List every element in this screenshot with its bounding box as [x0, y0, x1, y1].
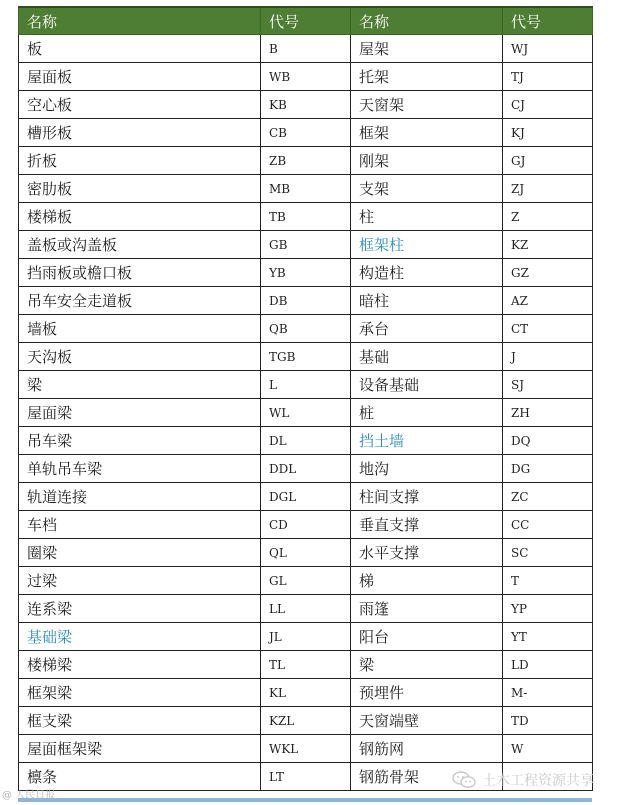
cell-name-b: 基础 [351, 343, 503, 371]
watermark-right-text: 土木工程资源共享 [482, 773, 594, 789]
cell-name-b: 钢筋骨架 [351, 763, 503, 791]
cell-name-b: 水平支撑 [351, 539, 503, 567]
table-row [19, 567, 593, 595]
cell-name-a: 楼梯梁 [19, 651, 261, 679]
cell-name-a: 基础梁 [19, 623, 261, 651]
cell-name-b: 托架 [351, 63, 503, 91]
cell-code-b: Z [503, 203, 593, 231]
table-row [19, 679, 593, 707]
cell-name-b: 雨篷 [351, 595, 503, 623]
cell-name-a: 过梁 [19, 567, 261, 595]
cell-name-b: 天窗端壁 [351, 707, 503, 735]
cell-code-a: TB [261, 203, 351, 231]
cell-name-a: 板 [19, 35, 261, 63]
cell-code-b: DG [503, 455, 593, 483]
table-row [19, 427, 593, 455]
cell-name-b: 钢筋网 [351, 735, 503, 763]
cell-code-a: MB [261, 175, 351, 203]
cell-name-a: 屋面梁 [19, 399, 261, 427]
cell-code-b: M- [503, 679, 593, 707]
table-row [19, 231, 593, 259]
cell-name-b: 地沟 [351, 455, 503, 483]
cell-name-a: 槽形板 [19, 119, 261, 147]
cell-code-b: LD [503, 651, 593, 679]
table-row [19, 623, 593, 651]
table-row [19, 651, 593, 679]
table-row [19, 175, 593, 203]
cell-name-b: 垂直支撑 [351, 511, 503, 539]
wechat-icon [452, 771, 476, 789]
cell-code-b: CC [503, 511, 593, 539]
cell-code-b: AZ [503, 287, 593, 315]
cell-name-b: 柱 [351, 203, 503, 231]
cell-name-a: 屋面板 [19, 63, 261, 91]
cell-code-b: KZ [503, 231, 593, 259]
cell-name-b: 预埋件 [351, 679, 503, 707]
table-row [19, 287, 593, 315]
cell-code-a: YB [261, 259, 351, 287]
cell-name-b: 暗柱 [351, 287, 503, 315]
cell-code-a: WKL [261, 735, 351, 763]
cell-code-b: CT [503, 315, 593, 343]
cell-code-a: WL [261, 399, 351, 427]
cell-code-b: YP [503, 595, 593, 623]
cell-code-a: GL [261, 567, 351, 595]
header-name-b: 名称 [351, 7, 503, 35]
cell-name-a: 连系梁 [19, 595, 261, 623]
table-row [19, 455, 593, 483]
cell-name-a: 墙板 [19, 315, 261, 343]
cell-code-a: TL [261, 651, 351, 679]
cell-code-b: SJ [503, 371, 593, 399]
cell-code-a: DL [261, 427, 351, 455]
watermark-left: @ 人民日报 [2, 790, 56, 801]
cell-name-a: 框架梁 [19, 679, 261, 707]
cell-name-a: 空心板 [19, 91, 261, 119]
cell-name-b: 柱间支撑 [351, 483, 503, 511]
table-row [19, 371, 593, 399]
cell-code-b: ZH [503, 399, 593, 427]
cell-name-a: 盖板或沟盖板 [19, 231, 261, 259]
cell-code-a: KB [261, 91, 351, 119]
cell-code-b: J [503, 343, 593, 371]
cell-name-a: 梁 [19, 371, 261, 399]
table-body [19, 35, 593, 791]
cell-code-a: TGB [261, 343, 351, 371]
cell-name-b: 设备基础 [351, 371, 503, 399]
cell-name-a: 密肋板 [19, 175, 261, 203]
cell-code-b: TJ [503, 63, 593, 91]
cell-name-b: 梯 [351, 567, 503, 595]
header-code-a: 代号 [261, 7, 351, 35]
table-row [19, 91, 593, 119]
header-name-a: 名称 [19, 7, 261, 35]
watermark-right [452, 770, 594, 790]
cell-name-b: 框架 [351, 119, 503, 147]
table-row [19, 483, 593, 511]
cell-code-b: CJ [503, 91, 593, 119]
table-row [19, 707, 593, 735]
cell-name-a: 吊车安全走道板 [19, 287, 261, 315]
table-row [19, 35, 593, 63]
cell-name-a: 檩条 [19, 763, 261, 791]
cell-code-b: SC [503, 539, 593, 567]
cell-code-a: GB [261, 231, 351, 259]
cell-name-a: 圈梁 [19, 539, 261, 567]
cell-code-b: WJ [503, 35, 593, 63]
structural-code-table [18, 6, 593, 791]
cell-name-b: 承台 [351, 315, 503, 343]
cell-name-b: 梁 [351, 651, 503, 679]
cell-code-a: KL [261, 679, 351, 707]
cell-name-a: 车档 [19, 511, 261, 539]
table-row [19, 203, 593, 231]
cell-name-a: 天沟板 [19, 343, 261, 371]
cell-code-b: DQ [503, 427, 593, 455]
cell-name-a: 屋面框架梁 [19, 735, 261, 763]
cell-code-a: LT [261, 763, 351, 791]
cell-code-b: W [503, 735, 593, 763]
cell-name-a: 楼梯板 [19, 203, 261, 231]
table-row [19, 147, 593, 175]
cell-code-a: QL [261, 539, 351, 567]
table-row [19, 539, 593, 567]
cell-code-a: LL [261, 595, 351, 623]
cell-name-a: 折板 [19, 147, 261, 175]
cell-code-a: QB [261, 315, 351, 343]
cell-name-b: 构造柱 [351, 259, 503, 287]
cell-name-b: 挡土墙 [351, 427, 503, 455]
cell-name-b: 屋架 [351, 35, 503, 63]
cell-code-b: YT [503, 623, 593, 651]
header-code-b: 代号 [503, 7, 593, 35]
cell-code-a: JL [261, 623, 351, 651]
cell-code-b: GJ [503, 147, 593, 175]
cell-name-a: 吊车梁 [19, 427, 261, 455]
header-row [19, 7, 593, 35]
cell-code-a: B [261, 35, 351, 63]
table-row [19, 735, 593, 763]
cell-code-a: DGL [261, 483, 351, 511]
cell-code-a: L [261, 371, 351, 399]
cell-name-b: 阳台 [351, 623, 503, 651]
table-row [19, 315, 593, 343]
table-row [19, 595, 593, 623]
cell-code-a: DDL [261, 455, 351, 483]
table-row [19, 511, 593, 539]
cell-code-b: ZJ [503, 175, 593, 203]
footer-bar [18, 798, 592, 802]
cell-code-a: KZL [261, 707, 351, 735]
cell-code-a: CB [261, 119, 351, 147]
table-row [19, 399, 593, 427]
cell-code-a: WB [261, 63, 351, 91]
cell-code-a: DB [261, 287, 351, 315]
cell-name-b: 刚架 [351, 147, 503, 175]
table-row [19, 119, 593, 147]
table-row [19, 343, 593, 371]
cell-name-b: 桩 [351, 399, 503, 427]
cell-name-b: 支架 [351, 175, 503, 203]
cell-code-b: T [503, 567, 593, 595]
cell-code-a: CD [261, 511, 351, 539]
cell-code-b: TD [503, 707, 593, 735]
cell-code-b: KJ [503, 119, 593, 147]
cell-name-b: 天窗架 [351, 91, 503, 119]
cell-name-a: 轨道连接 [19, 483, 261, 511]
table-row [19, 259, 593, 287]
cell-name-a: 框支梁 [19, 707, 261, 735]
cell-code-b: ZC [503, 483, 593, 511]
table-row [19, 63, 593, 91]
cell-code-a: ZB [261, 147, 351, 175]
cell-code-b: GZ [503, 259, 593, 287]
cell-name-a: 单轨吊车梁 [19, 455, 261, 483]
cell-name-a: 挡雨板或檐口板 [19, 259, 261, 287]
cell-name-b: 框架柱 [351, 231, 503, 259]
